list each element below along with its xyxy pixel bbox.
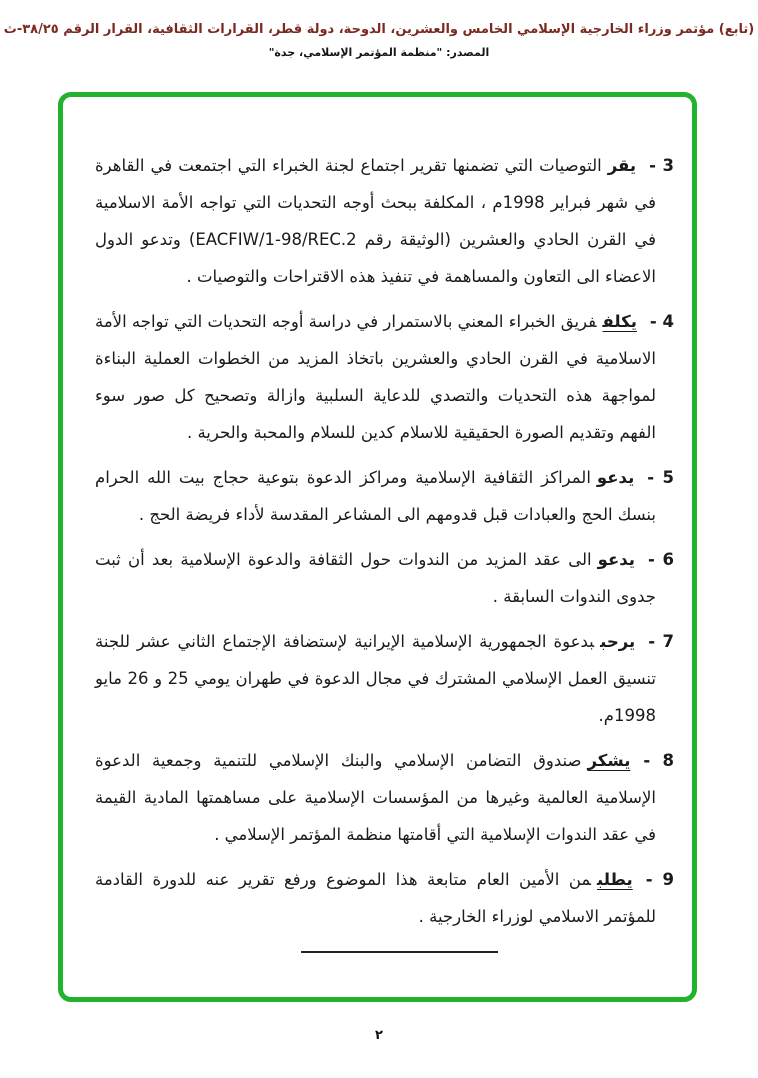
item-text: الى عقد المزيد من الندوات حول الثقافة والدعوة الإسلامية بعد أن ثبت جدوى الندوات السابقة . xyxy=(95,550,656,606)
item-text: فريق الخبراء المعني بالاستمرار في دراسة أوجه التحديات التي تواجه الأمة الاسلامية في القرن الحادي والعشرين باتخاذ المزيد من الخطوات العملية البناءة لمواجهة هذه التحديات والتصدي للدعاية السلبية وازالة وتصحيح كل صور سوء الفهم وتقديم الصورة الحقيقية للاسلام كدين للسلام والمحبة والحرية . xyxy=(95,312,656,442)
item-text: بدعوة الجمهورية الإسلامية الإيرانية لإستضافة الإجتماع الثاني عشر للجنة تنسيق العمل الإسلامي المشترك في مجال الدعوة في طهران يومي 25 و 26 مايو 1998م. xyxy=(95,632,656,725)
item-number: 3 - xyxy=(649,156,674,175)
resolution-item-6 xyxy=(95,541,674,615)
item-lead-word: يشكر xyxy=(587,751,631,770)
resolution-item-3 xyxy=(95,147,674,295)
item-number: 4 - xyxy=(649,312,675,331)
resolution-content xyxy=(63,97,692,953)
end-divider xyxy=(301,951,498,953)
item-number: 9 - xyxy=(645,870,675,889)
item-text: من الأمين العام متابعة هذا الموضوع ورفع تقرير عنه للدورة القادمة للمؤتمر الاسلامي لوزراء الخارجية . xyxy=(95,870,656,926)
resolution-item-8 xyxy=(95,742,674,853)
resolution-item-5 xyxy=(95,459,674,533)
resolution-item-9 xyxy=(95,861,674,935)
item-lead-word: يطلب xyxy=(596,870,633,889)
item-lead-word: يرحب xyxy=(600,632,636,651)
item-text: صندوق التضامن الإسلامي والبنك الإسلامي للتنمية وجمعية الدعوة الإسلامية العالمية وغيرها من المؤسسات الإسلامية على مساهمتها المادية القيمة في عقد الندوات الإسلامية التي أقامتها منظمة المؤتمر الإسلامي . xyxy=(95,751,656,844)
item-lead-word: يدعو xyxy=(597,550,635,569)
item-number: 8 - xyxy=(643,751,674,770)
item-number: 5 - xyxy=(647,468,675,487)
page-number: ٢ xyxy=(375,1028,383,1043)
header-title: (تابع) مؤتمر وزراء الخارجية الإسلامي الخامس والعشرين، الدوحة، دولة قطر، القرارات الثقافية، القرار الرقم ٣٨/٢٥-ث xyxy=(3,22,755,37)
item-lead-word: يكلف xyxy=(602,312,637,331)
item-number: 7 - xyxy=(648,632,675,651)
resolution-frame xyxy=(58,92,697,1002)
item-number: 6 - xyxy=(647,550,674,569)
item-text: التوصيات التي تضمنها تقرير اجتماع لجنة الخبراء التي اجتمعت في القاهرة في شهر فبراير 1998م ، المكلفة ببحث أوجه التحديات التي تواجه الأمة الاسلامية في القرن الحادي والعشرين (الوثيقة رقم EACFIW/1-98/REC.2) وتدعو الدول الاعضاء الى التعاون والمساهمة في تنفيذ هذه الاقتراحات والتوصيات . xyxy=(95,156,656,286)
item-lead-word: يدعو xyxy=(596,468,635,487)
item-text: المراكز الثقافية الإسلامية ومراكز الدعوة بتوعية حجاج بيت الله الحرام بنسك الحج والعبادات قبل قدومهم الى المشاعر المقدسة لأداء فريضة الحج . xyxy=(95,468,656,524)
resolution-item-4 xyxy=(95,303,674,451)
item-lead-word: يقر xyxy=(607,156,637,175)
header-source: المصدر: "منظمة المؤتمر الإسلامي، جدة" xyxy=(268,46,490,59)
page-header xyxy=(0,22,758,59)
resolution-item-7 xyxy=(95,623,674,734)
